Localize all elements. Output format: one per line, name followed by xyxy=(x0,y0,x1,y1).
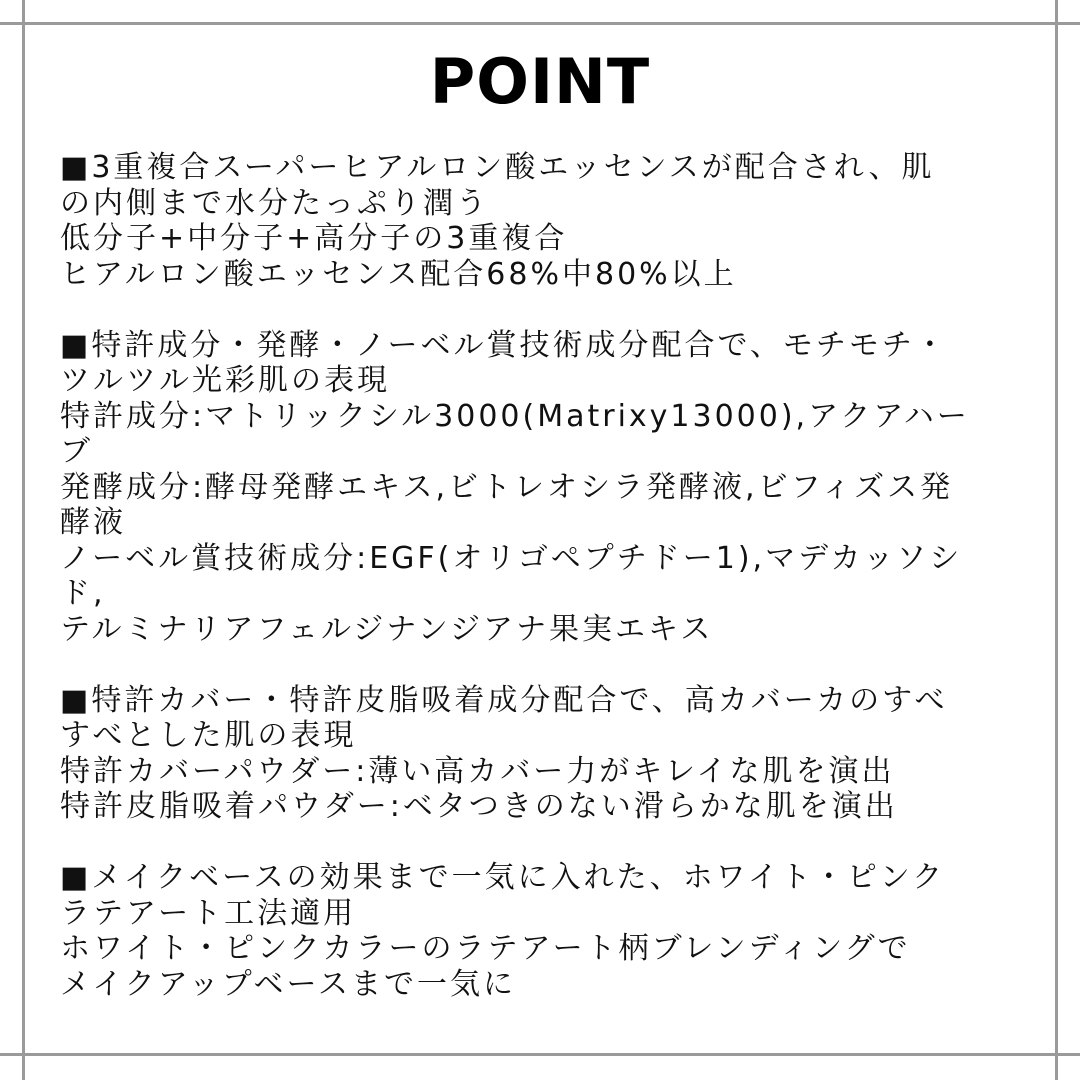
point-content xyxy=(60,150,1025,1002)
section-heading: ■メイクベースの効果まで一気に入れた、ホワイト・ピンク xyxy=(60,860,946,895)
section-spacer xyxy=(60,292,1025,328)
section-text-line: テルミナリアフェルジナンジアナ果実エキス xyxy=(60,611,714,647)
section-text-line: ド, xyxy=(60,576,106,611)
section-text-line: ラテアート工法適用 xyxy=(60,895,357,931)
section-text-line: 酵液 xyxy=(60,505,126,540)
section-heading: ■特許成分・発酵・ノーベル賞技術成分配合で、モチモチ・ xyxy=(60,327,948,363)
section-text-line: ブ xyxy=(60,434,93,469)
frame-right-border xyxy=(1055,0,1058,1080)
section-text-line: すべとした肌の表現 xyxy=(60,718,357,753)
section-text-line: ホワイト・ピンクカラーのラテアート柄ブレンディングで xyxy=(60,931,911,966)
section-text-line: ヒアルロン酸エッセンス配合68%中80%以上 xyxy=(60,256,737,292)
section-text-line: 特許カバーパウダー:薄い高カバー力がキレイな肌を演出 xyxy=(60,753,895,789)
section-spacer xyxy=(60,647,1025,683)
section-text-line: 特許成分:マトリックシル3000(Matrixy13000),アクアハー xyxy=(60,398,970,434)
frame-top-border xyxy=(0,22,1080,25)
point-section-2 xyxy=(60,328,1025,648)
point-section-1 xyxy=(60,150,1025,292)
page-title: POINT xyxy=(429,45,651,118)
section-text-line: ツルツル光彩肌の表現 xyxy=(60,363,390,398)
section-heading: ■3重複合スーパーヒアルロン酸エッセンスが配合され、肌 xyxy=(60,150,935,185)
section-text-line: 特許皮脂吸着パウダー:ベタつきのない滑らかな肌を演出 xyxy=(60,789,898,824)
section-heading: ■特許カバー・特許皮脂吸着成分配合で、高カバーカのすべ xyxy=(60,682,948,718)
section-text-line: 低分子+中分子+高分子の3重複合 xyxy=(60,221,568,256)
point-section-3 xyxy=(60,683,1025,825)
section-text-line: ノーベル賞技術成分:EGF(オリゴペプチドー1),マデカッソシ xyxy=(60,540,963,576)
section-text-line: の内側まで水分たっぷり潤う xyxy=(60,185,489,221)
section-text-line: メイクアップベースまで一気に xyxy=(60,966,516,1002)
frame-left-border xyxy=(22,0,25,1080)
section-text-line: 発酵成分:酵母発酵エキス,ビトレオシラ発酵液,ビフィズス発 xyxy=(60,469,954,505)
point-section-4 xyxy=(60,860,1025,1002)
section-spacer xyxy=(60,825,1025,861)
frame-bottom-border xyxy=(0,1053,1080,1056)
